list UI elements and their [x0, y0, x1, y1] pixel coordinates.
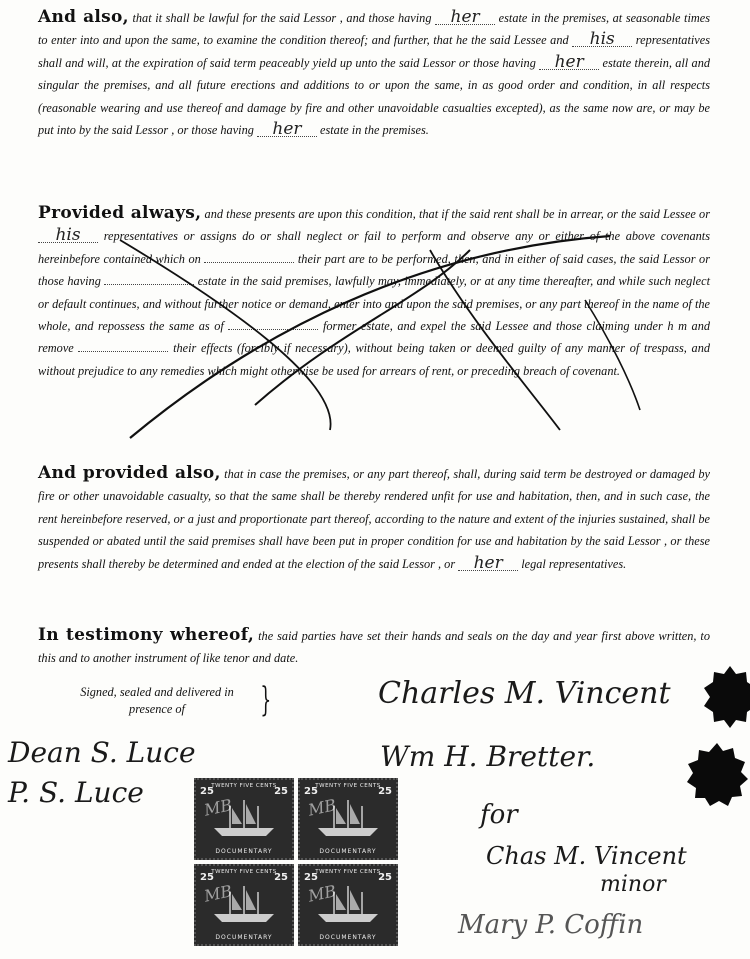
empty-blank	[228, 329, 318, 330]
handwritten-fill: his	[572, 32, 632, 47]
stamp-value: 25	[378, 786, 392, 797]
clause-text: that in case the premises, or any part thereof, shall, during said term be destroyed or damaged by fire or other unavoidable casualty, so that the same shall be thereby rendered unfit for use and habitation, then, and in such case, the rent hereinbefore reserved, or a just and proportionate part thereof, according to the nature and extent of the injuries sustained, shall be suspended or abated until the said premises shall have been put in proper condition for use and habitation by the said Lessor , or these presents shall thereby be determined and ended at the election of the said Lessor , or	[38, 467, 710, 571]
revenue-stamp	[298, 778, 398, 860]
stamp-value: 25	[274, 872, 288, 883]
heading-in-testimony: In testimony whereof,	[38, 625, 255, 645]
handwritten-fill: her	[435, 10, 495, 25]
clause-text: and these presents are upon this condition, that if the said rent shall be in arrear, or the said Lessee or	[201, 207, 710, 221]
signature-charles-vincent: Charles M. Vincent	[378, 676, 671, 711]
handwritten-fill: her	[458, 556, 518, 571]
clause-text: former estate, and expel the said Lessee and those claiming under h m and remove	[38, 319, 710, 356]
stamp-cancellation: MB	[202, 881, 234, 906]
stamp-bottom-text: DOCUMENTARY	[215, 848, 273, 855]
stamp-value: 25	[274, 786, 288, 797]
clause-and-also	[38, 6, 710, 141]
revenue-stamp	[194, 778, 294, 860]
empty-blank	[204, 262, 294, 263]
stamp-value: 25	[200, 786, 214, 797]
signature-chas-vincent: Chas M. Vincent	[486, 842, 687, 870]
stamp-value: 25	[304, 872, 318, 883]
handwritten-fill: his	[38, 228, 98, 243]
stamp-top-text: TWENTY FIVE CENTS	[315, 783, 381, 789]
clause-text: estate in the premises.	[316, 123, 429, 138]
revenue-stamp	[194, 864, 294, 946]
stamp-value: 25	[200, 872, 214, 883]
stamp-bottom-text: DOCUMENTARY	[319, 934, 377, 941]
heading-and-provided-also: And provided also,	[38, 463, 221, 483]
clause-text: legal representatives.	[518, 556, 627, 571]
clause-text: their effects (forcibly if necessary), without being taken or deemed guilty of any manner of trespass, and without prejudice to any remedies which might otherwise be used for arrears of rent, or preceding breach of covenant.	[38, 341, 710, 378]
empty-blank	[104, 284, 194, 285]
clause-text: the said parties have set their hands and seals on the day and year first above written, to this and to another instrument of like tenor and date.	[38, 629, 710, 666]
clause-text: that it shall be lawful for the said Lessor , and those having	[128, 11, 436, 25]
clause-text: representatives shall and will, at the expiration of said term peaceably yield up unto the said Lessor or those having	[38, 33, 710, 70]
clause-and-provided-also	[38, 462, 710, 575]
clause-in-testimony	[38, 624, 710, 670]
stamp-cancellation: MB	[306, 881, 338, 906]
revenue-stamps-block	[186, 772, 398, 948]
stamp-bottom-text: DOCUMENTARY	[319, 848, 377, 855]
signature-wm-bretter: Wm H. Bretter.	[380, 740, 596, 773]
stamp-top-text: TWENTY FIVE CENTS	[211, 869, 277, 875]
stamp-top-text: TWENTY FIVE CENTS	[315, 869, 381, 875]
signature-minor: minor	[600, 872, 666, 897]
clause-text: representatives or assigns do or shall neglect or fail to perform and observe any or either of the above covenants hereinbefore contained which on	[38, 229, 710, 266]
heading-provided-always: Provided always,	[38, 203, 202, 223]
stamp-value: 25	[378, 872, 392, 883]
witness-signature-dean-luce: Dean S. Luce	[8, 736, 196, 769]
signature-for: for	[480, 800, 518, 830]
clause-provided-always	[38, 202, 710, 382]
witness-label: Signed, sealed and delivered in presence of	[80, 685, 234, 716]
stamp-bottom-text: DOCUMENTARY	[215, 934, 273, 941]
empty-blank	[78, 351, 168, 352]
clause-text: estate in the said premises, lawfully may, immediately, or at any time thereafter, and while such neglect or default continues, and without further notice or demand, enter into and upon the said premises, or any part thereof in the name of the whole, and repossess the same as of	[38, 274, 711, 334]
clause-text: estate in the premises, at seasonable times to enter into and upon the same, to examine the condition thereof; and further, that he the said Lessee and	[38, 11, 711, 48]
signature-mary-coffin: Mary P. Coffin	[458, 910, 644, 940]
revenue-stamp	[298, 864, 398, 946]
witness-signature-ps-luce: P. S. Luce	[8, 776, 144, 809]
handwritten-fill: her	[539, 55, 599, 70]
stamp-cancellation: MB	[202, 795, 234, 820]
clause-text: estate therein, all and singular the premises, and all future erections and additions to or upon the same, in as good order and condition, in all respects (reasonable wearing and use thereof and damage by fire and other unavoidable casualties excepted), as the same now are, or may be put into by the said Lessor , or those having	[38, 55, 710, 138]
wax-seal-icon	[700, 664, 750, 730]
wax-seal-icon	[684, 742, 750, 806]
stamp-top-text: TWENTY FIVE CENTS	[211, 783, 277, 789]
handwritten-fill: her	[257, 122, 317, 137]
clause-text: their part are to be performed, then, and in either of said cases, the said Lessor or those having	[38, 251, 710, 289]
stamp-cancellation: MB	[306, 795, 338, 820]
brace-glyph: }	[260, 680, 272, 720]
heading-and-also: And also,	[38, 7, 129, 27]
stamp-value: 25	[304, 786, 318, 797]
